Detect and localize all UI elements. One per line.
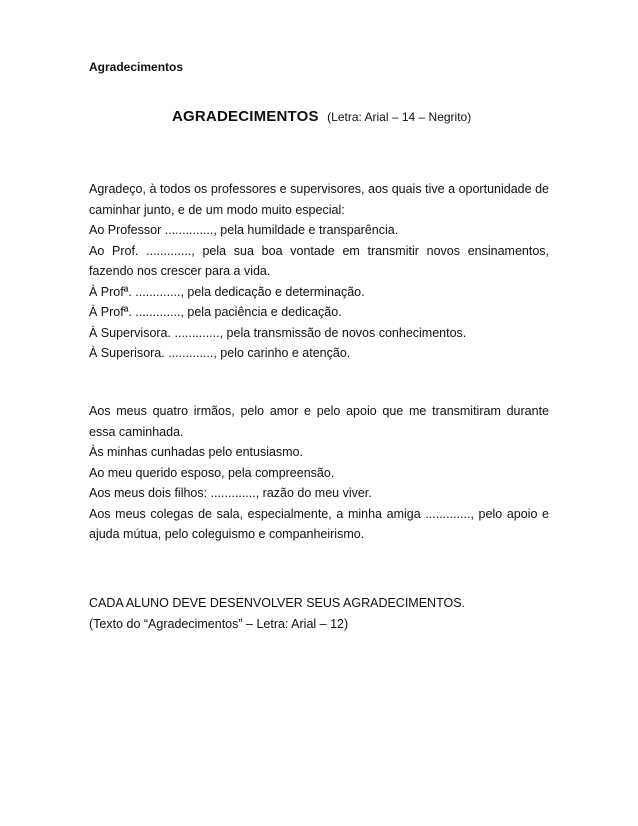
paragraph-classmates: Aos meus colegas de sala, especialmente, a minha amiga ............., pelo apoio e ajuda mútua, pelo coleguismo e companheirismo. [89, 506, 549, 541]
paragraph-profa-2: À Profª. ............., pela paciência e dedicação. [89, 305, 342, 319]
instruction-text: CADA ALUNO DEVE DESENVOLVER SEUS AGRADECIMENTOS. [89, 596, 466, 610]
instructions-section [89, 593, 549, 634]
paragraph-supervisora-1: À Supervisora. ............., pela transmissão de novos conhecimentos. [89, 325, 467, 340]
paragraph-supervisora-2: À Superisora. ............., pelo carinho e atenção. [89, 346, 351, 360]
title-format-note: (Letra: Arial – 14 – Negrito) [327, 110, 472, 124]
paragraph-husband: Ao meu querido esposo, pela compreensão. [89, 465, 335, 480]
paragraph-profa-1: À Profª. ............., pela dedicação e determinação. [89, 284, 365, 299]
instruction-format-note: (Texto do “Agradecimentos” – Letra: Arial – 12) [89, 616, 349, 631]
paragraph-children: Aos meus dois filhos: ............., razão do meu viver. [89, 486, 372, 500]
acknowledgments-family-section [89, 401, 549, 545]
paragraph-sisters-in-law: Às minhas cunhadas pelo entusiasmo. [89, 445, 304, 459]
acknowledgments-teachers-section [89, 179, 549, 364]
paragraph-siblings: Aos meus quatro irmãos, pelo amor e pelo apoio que me transmitiram durante essa caminhada. [89, 404, 549, 439]
title-line [172, 108, 471, 126]
page-header-label: Agradecimentos [89, 60, 184, 74]
paragraph-intro: Agradeço, à todos os professores e supervisores, aos quais tive a oportunidade de caminhar junto, e de um modo muito especial: [89, 182, 549, 217]
paragraph-professor: Ao Professor .............., pela humildade e transparência. [89, 223, 399, 237]
page-title: AGRADECIMENTOS [172, 108, 319, 125]
paragraph-prof: Ao Prof. ............., pela sua boa vontade em transmitir novos ensinamentos, fazendo nos crescer para a vida. [89, 243, 549, 278]
